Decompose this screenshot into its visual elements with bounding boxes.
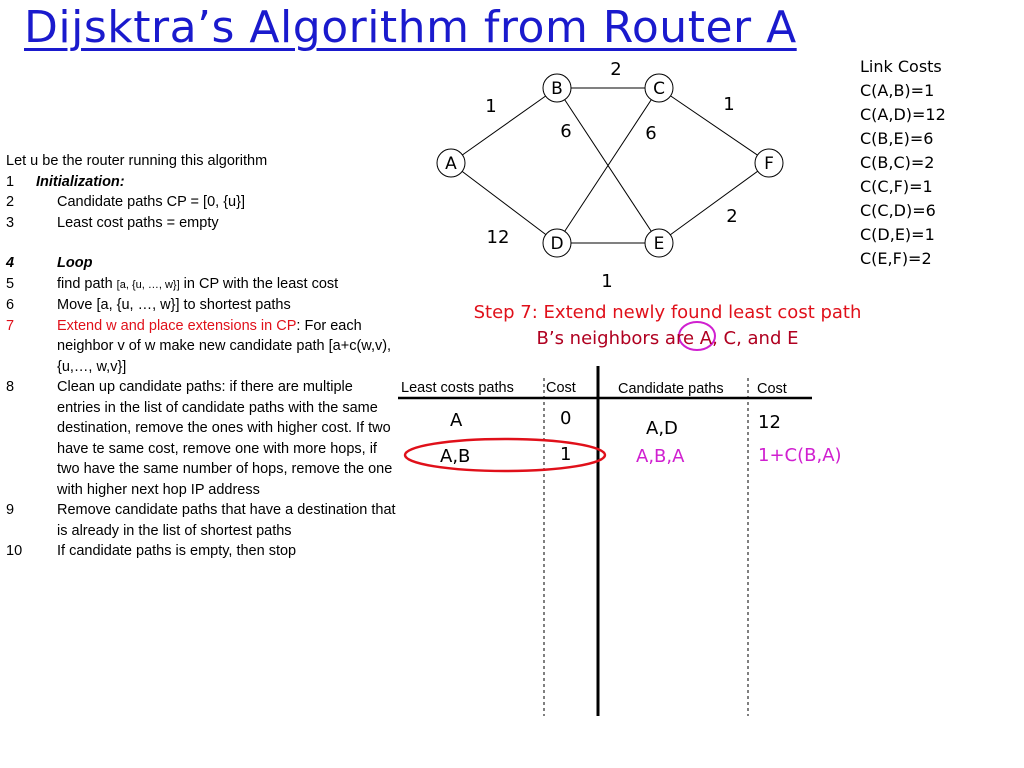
least-cost-path: A <box>450 410 463 431</box>
step-description <box>400 300 935 352</box>
link-cost-item: C(B,E)=6 <box>860 129 934 148</box>
node-f-label: F <box>764 154 774 174</box>
candidate-path: A,D <box>646 418 678 439</box>
edge-label-ab: 1 <box>485 96 497 117</box>
edge-label-cd: 6 <box>645 123 657 144</box>
node-b-label: B <box>551 79 563 99</box>
least-cost-path: A,B <box>440 446 471 467</box>
node-c-label: C <box>653 79 665 99</box>
edge-label-de: 1 <box>601 271 613 292</box>
link-cost-item: C(C,D)=6 <box>860 201 936 220</box>
algorithm-line-1: 1 Initialization: <box>6 173 125 190</box>
edge-label-ef: 2 <box>726 206 738 227</box>
algorithm-line-6: 6 Move [a, {u, …, w}] to shortest paths <box>6 297 291 313</box>
edge-e-f <box>659 163 769 243</box>
algorithm-line-9: 9 Remove candidate paths that have a destination that is already in the list of shortest paths <box>6 502 396 539</box>
link-costs-list <box>860 55 946 271</box>
node-d-label: D <box>550 234 564 254</box>
link-cost-item: C(B,C)=2 <box>860 153 935 172</box>
candidate-cost: 12 <box>758 412 781 433</box>
edge-label-be: 6 <box>560 121 572 142</box>
table-row <box>450 410 462 431</box>
edge-label-ad: 12 <box>486 227 510 248</box>
algorithm-line-2: 2 Candidate paths CP = [0, {u}] <box>6 194 245 210</box>
node-e-label: E <box>653 234 665 254</box>
algorithm-line-3: 3 Least cost paths = empty <box>6 214 219 231</box>
candidate-path: A,B,A <box>636 446 685 467</box>
highlight-ellipse-row <box>405 439 605 471</box>
link-cost-item: C(C,F)=1 <box>860 177 933 196</box>
header-cost-right: Cost <box>757 381 787 397</box>
candidate-cost: 1+C(B,A) <box>758 445 842 466</box>
least-cost-value: 0 <box>560 408 572 429</box>
edge-a-b <box>451 88 557 163</box>
link-costs-heading: Link Costs <box>860 57 942 76</box>
header-candidate-paths: Candidate paths <box>618 381 724 397</box>
algorithm-intro: Let u be the router running this algorithm <box>6 153 268 169</box>
algorithm-line-7: 7 Extend w and place extensions in CP: For each neighbor v of w make new candidate path [a+c(w,v), {u,…, w,v}] <box>6 317 392 375</box>
algorithm-line-4: 4 Loop <box>6 255 93 271</box>
edge-label-bc: 2 <box>610 59 622 80</box>
edge-label-cf: 1 <box>723 94 735 115</box>
link-cost-item: C(E,F)=2 <box>860 249 932 268</box>
header-least-cost-paths: Least costs paths <box>401 380 514 396</box>
link-cost-item: C(A,B)=1 <box>860 81 935 100</box>
algorithm-line-5: 5 find path [a, {u, …, w}] in CP with the least cost <box>6 275 339 292</box>
algorithm-steps <box>6 151 396 562</box>
algorithm-line-8: 8 Clean up candidate paths: if there are multiple entries in the list of candidate paths with the same destination, remove the ones with higher cost. If two have te same cost, remove one with more hops, if two have the same number of hops, remove the one with higher next hop IP address <box>6 379 393 498</box>
table-row <box>440 446 470 467</box>
link-cost-item: C(A,D)=12 <box>860 105 946 124</box>
edge-c-f <box>659 88 769 163</box>
node-a-label: A <box>445 154 457 174</box>
step-line-2: B’s neighbors are A, C, and E <box>536 328 799 349</box>
header-cost-left: Cost <box>546 380 576 396</box>
algorithm-line-10: 10 If candidate paths is empty, then stop <box>6 543 297 559</box>
link-cost-item: C(D,E)=1 <box>860 225 935 244</box>
least-cost-value: 1 <box>560 444 572 465</box>
page-title: Dijsktra’s Algorithm from Router A <box>24 2 797 53</box>
step-line-1: Step 7: Extend newly found least cost path <box>473 302 862 323</box>
